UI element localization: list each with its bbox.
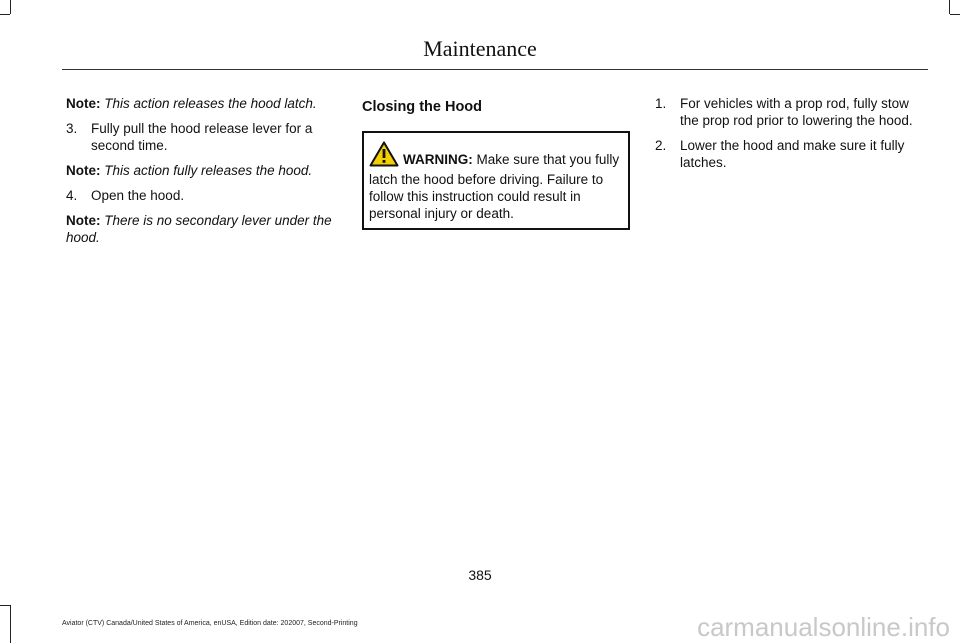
step-number: 2.	[655, 138, 667, 153]
page-header-title: Maintenance	[423, 36, 537, 61]
step-number: 4.	[66, 188, 78, 203]
section-title: Closing the Hood	[362, 99, 483, 115]
crop-mark-bottom-left-h	[0, 605, 10, 606]
note-label: Note:	[66, 213, 101, 228]
crop-mark-top-right-h	[950, 14, 960, 15]
header-rule	[62, 69, 928, 70]
crop-mark-top-left-h	[0, 14, 10, 15]
crop-mark-top-right-v	[949, 0, 950, 14]
edition-footer: Aviator (CTV) Canada/United States of America, enUSA, Edition date: 202007, Second-Printing	[62, 620, 358, 627]
step-number: 3.	[66, 121, 78, 136]
note-no-secondary-lever	[66, 212, 338, 246]
step-2	[655, 137, 927, 171]
note-text: This action fully releases the hood.	[104, 163, 313, 178]
note-text: There is no secondary lever under the hood.	[66, 213, 332, 245]
note-label: Note:	[66, 163, 101, 178]
step-4	[66, 187, 338, 204]
step-text: Lower the hood and make sure it fully latches.	[680, 138, 905, 170]
step-1	[655, 95, 927, 129]
page-number: 385	[468, 567, 492, 583]
warning-box	[362, 131, 630, 230]
left-column	[66, 95, 338, 254]
step-3	[66, 120, 338, 154]
note-text: This action releases the hood latch.	[104, 96, 317, 111]
middle-column	[362, 97, 630, 230]
warning-label: WARNING:	[403, 152, 473, 167]
note-release-latch	[66, 95, 338, 112]
crop-mark-bottom-left-v	[10, 605, 11, 643]
warning-triangle-icon	[369, 141, 399, 171]
right-column	[655, 95, 927, 179]
watermark: carmanualsonline.info	[697, 612, 950, 642]
step-text: Open the hood.	[91, 188, 185, 203]
step-text: Fully pull the hood release lever for a second time.	[91, 121, 313, 153]
crop-mark-top-left-v	[10, 0, 11, 14]
warning-text: Make sure that you fully latch the hood before driving. Failure to follow this instruction could result in personal injury or death.	[369, 152, 620, 221]
step-number: 1.	[655, 96, 667, 111]
step-text: For vehicles with a prop rod, fully stow the prop rod prior to lowering the hood.	[680, 96, 913, 128]
note-fully-releases	[66, 162, 338, 179]
note-label: Note:	[66, 96, 101, 111]
